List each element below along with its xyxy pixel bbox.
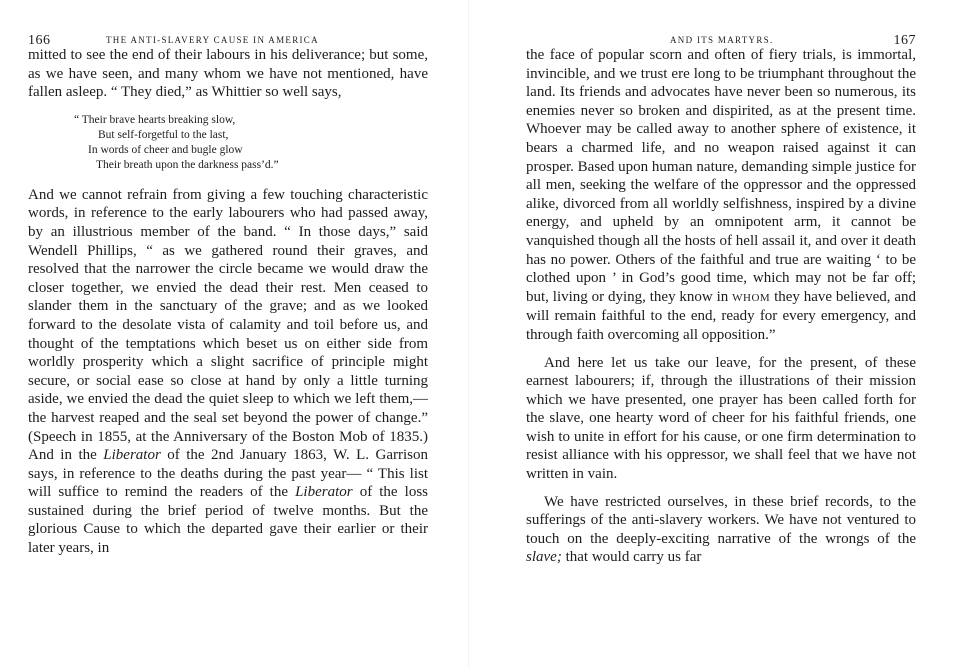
phillips-quote-text: And we cannot refrain from giving a few touching characteristic words, in reference to the early labourers who had passed away, by an illustrious member of the band. “ In those days,” said Wendell Phillips, “ as we gathered round their graves, and resolved that the narrower the circle became we would draw the closer together, we envied the dead their rest. Men ceased to slander them in the sanctuary of the grave; and as we looked forward to the desolate vista of calamity and toil before us, and thought of the temptations which beset us on either side from worldly prosperity which a slight sacrifice of principle might secure, or social ease so close at hand by only a little turning aside, we envied the dead the quiet sleep to which we left them,—the harvest reaped and the seal set beyond the power of change.” (Speech in 1855, at the Anniversary of the Boston Mob of 1835.) And in the <box>28 186 428 464</box>
slave-italic: slave; <box>526 549 562 566</box>
book-gutter <box>468 0 469 668</box>
left-intro-paragraph: mitted to see the end of their labours in his deliverance; but some, as we have seen, and many whom we have not mentioned, have fallen asleep. “ They died,” as Whittier so well says, <box>28 47 428 101</box>
poem-line-4: Their breath upon the darkness pass’d.” <box>96 158 279 171</box>
right-page-header <box>526 0 916 46</box>
right-page-body <box>526 46 916 567</box>
right-paragraph-3 <box>526 493 916 567</box>
garrison-quote-text: of the 2nd January 1863, W. L. Garrison says, in reference to the deaths during the past year— “ This list will suffice to remind the readers of the <box>28 447 429 501</box>
restricted-text: We have restricted ourselves, in these brief records, to the sufferings of the anti-slavery workers. We have not ventured to touch on the deeply-exciting narrative of the wrongs of the <box>526 493 916 547</box>
right-page-number: 167 <box>893 33 916 48</box>
right-paragraph-2: And here let us take our leave, for the present, of these earnest labourers; if, through the illustrations of their mission which we have presented, one prayer has been called forth for the slave, one hearty word of cheer for his faithful friends, one wish to unite in effort for his cause, or one firm determination to resist alliance with his oppressor, we shall feel that we have not written in vain. <box>526 354 916 483</box>
poem-line-3: In words of cheer and bugle glow <box>88 143 243 156</box>
poem-line-2: But self-forgetful to the last, <box>98 128 229 141</box>
cause-text: the face of popular scorn and often of fiery trials, is immortal, invincible, and we trust ere long to be triumphant throughout the land. Its friends and advocates have never been so numerous, its enemies never so broken and dispirited, as at the present time. Whoever may be called away to another sphere of existence, it bears a charmed life, and no weapon raised against it can prosper. Based upon human nature, demanding simple justice for all men, seeking the welfare of the oppressor and the oppressed alike, divorced from all worldly selfishness, inspired by a divine energy, and upheld by an omnipotent arm, it cannot be vanquished though all the hosts of hell assail it, and over it death has no power. Others of the faithful and true are waiting ‘ to be clothed upon ’ in God’s good time, which may not be far off; but, living or dying, they know in <box>526 47 916 305</box>
left-page <box>28 0 428 668</box>
whom-smallcaps: WHOM <box>732 291 771 304</box>
restricted-text-end: that would carry us far <box>565 549 702 566</box>
right-paragraph-1 <box>526 46 916 345</box>
left-running-head: THE ANTI-SLAVERY CAUSE IN AMERICA <box>106 35 319 45</box>
left-closing-text: of the loss sustained during the brief period of twelve months. But the glorious Cause to which the departed gave their earlier or their later years, in <box>28 484 429 557</box>
left-main-paragraph <box>28 186 428 558</box>
liberator-title-2: Liberator <box>295 484 353 501</box>
whittier-poem <box>74 113 428 173</box>
right-running-head: AND ITS MARTYRS. <box>670 35 774 45</box>
left-page-number: 166 <box>28 33 51 48</box>
poem-line-1: “ Their brave hearts breaking slow, <box>74 113 236 126</box>
left-page-header <box>28 0 428 46</box>
left-page-body <box>28 46 428 558</box>
cause-text-end: they have believed, and will remain faithful to the end, ready for every emergency, and through faith overcoming all opposition.” <box>526 288 916 343</box>
liberator-title-1: Liberator <box>103 447 161 464</box>
right-page <box>526 0 916 668</box>
